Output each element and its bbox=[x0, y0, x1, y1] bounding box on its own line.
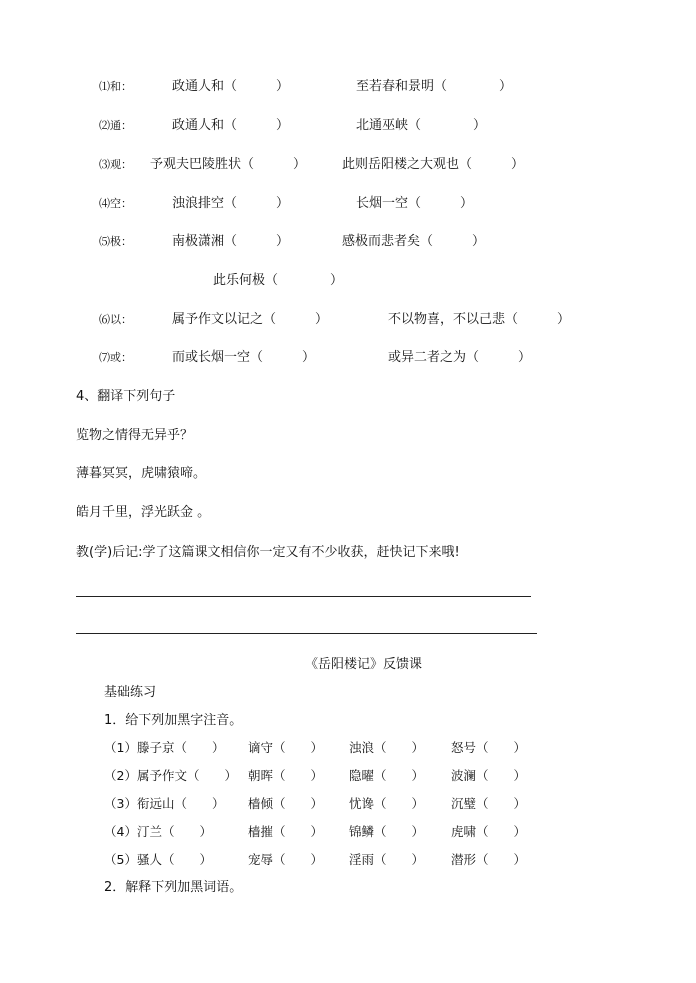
vocab-item-a: 属予作文以记之（ ） bbox=[172, 312, 329, 327]
pinyin-cell: 忧谗（ ） bbox=[349, 796, 425, 811]
feedback-subtitle: 基础练习 bbox=[104, 685, 157, 700]
vocab-item-b: 至若春和景明（ ） bbox=[356, 79, 513, 94]
vocab-item-b: 不以物喜，不以己悲（ ） bbox=[388, 312, 571, 327]
pinyin-cell: （2）属予作文（ ） bbox=[104, 768, 237, 783]
vocab-item-a: 而或长烟一空（ ） bbox=[172, 350, 316, 365]
vocab-label: ⑺或： bbox=[99, 351, 132, 364]
vocab-label: ⑵通： bbox=[99, 119, 132, 132]
question-2: 2．解释下列加黑词语。 bbox=[104, 880, 243, 895]
vocab-label: ⑶观： bbox=[99, 158, 132, 171]
pinyin-cell: 樯倾（ ） bbox=[248, 796, 324, 811]
pinyin-cell: 波澜（ ） bbox=[451, 768, 527, 783]
vocab-item-b: 北通巫峡（ ） bbox=[356, 118, 487, 133]
pinyin-cell: 樯摧（ ） bbox=[248, 824, 324, 839]
translate-sentence: 览物之情得无异乎？ bbox=[76, 428, 194, 443]
feedback-title: 《岳阳楼记》反馈课 bbox=[305, 657, 423, 672]
pinyin-cell: 浊浪（ ） bbox=[349, 740, 425, 755]
pinyin-cell: （4）汀兰（ ） bbox=[104, 824, 212, 839]
question-1: 1．给下列加黑字注音。 bbox=[104, 713, 243, 728]
answer-line bbox=[76, 633, 537, 634]
pinyin-cell: 锦鳞（ ） bbox=[349, 824, 425, 839]
vocab-label: ⑹以： bbox=[99, 313, 132, 326]
pinyin-cell: 虎啸（ ） bbox=[451, 824, 527, 839]
vocab-item-a: 予观夫巴陵胜状（ ） bbox=[150, 157, 307, 172]
vocab-item-a: 政通人和（ ） bbox=[172, 79, 290, 94]
vocab-item-b: 感极而悲者矣（ ） bbox=[342, 234, 486, 249]
vocab-item-a: 浊浪排空（ ） bbox=[172, 196, 290, 211]
vocab-item-a: 此乐何极（ ） bbox=[213, 273, 344, 288]
vocab-item-b: 或异二者之为（ ） bbox=[388, 350, 532, 365]
translate-sentence: 皓月千里，浮光跃金 。 bbox=[76, 505, 211, 520]
vocab-item-b: 此则岳阳楼之大观也（ ） bbox=[342, 157, 525, 172]
pinyin-cell: 隐曜（ ） bbox=[349, 768, 425, 783]
vocab-label: ⑴和： bbox=[99, 80, 132, 93]
pinyin-cell: 谪守（ ） bbox=[248, 740, 324, 755]
pinyin-cell: 潜形（ ） bbox=[451, 852, 527, 867]
pinyin-cell: 沉璧（ ） bbox=[451, 796, 527, 811]
pinyin-cell: 淫雨（ ） bbox=[349, 852, 425, 867]
vocab-label: ⑷空： bbox=[99, 197, 132, 210]
vocab-label: ⑸极： bbox=[99, 235, 132, 248]
postscript: 教(学)后记:学了这篇课文相信你一定又有不少收获，赶快记下来哦! bbox=[76, 545, 460, 560]
answer-line bbox=[76, 596, 531, 597]
pinyin-cell: （5）骚人（ ） bbox=[104, 852, 212, 867]
pinyin-cell: （3）衔远山（ ） bbox=[104, 796, 225, 811]
section-heading: 4、翻译下列句子 bbox=[76, 389, 176, 404]
vocab-item-b: 长烟一空（ ） bbox=[356, 196, 474, 211]
vocab-item-a: 政通人和（ ） bbox=[172, 118, 290, 133]
pinyin-cell: 怒号（ ） bbox=[451, 740, 527, 755]
pinyin-cell: 朝晖（ ） bbox=[248, 768, 324, 783]
translate-sentence: 薄暮冥冥，虎啸猿啼。 bbox=[76, 466, 207, 481]
pinyin-cell: 宠辱（ ） bbox=[248, 852, 324, 867]
pinyin-cell: （1）滕子京（ ） bbox=[104, 740, 225, 755]
vocab-item-a: 南极潇湘（ ） bbox=[172, 234, 290, 249]
